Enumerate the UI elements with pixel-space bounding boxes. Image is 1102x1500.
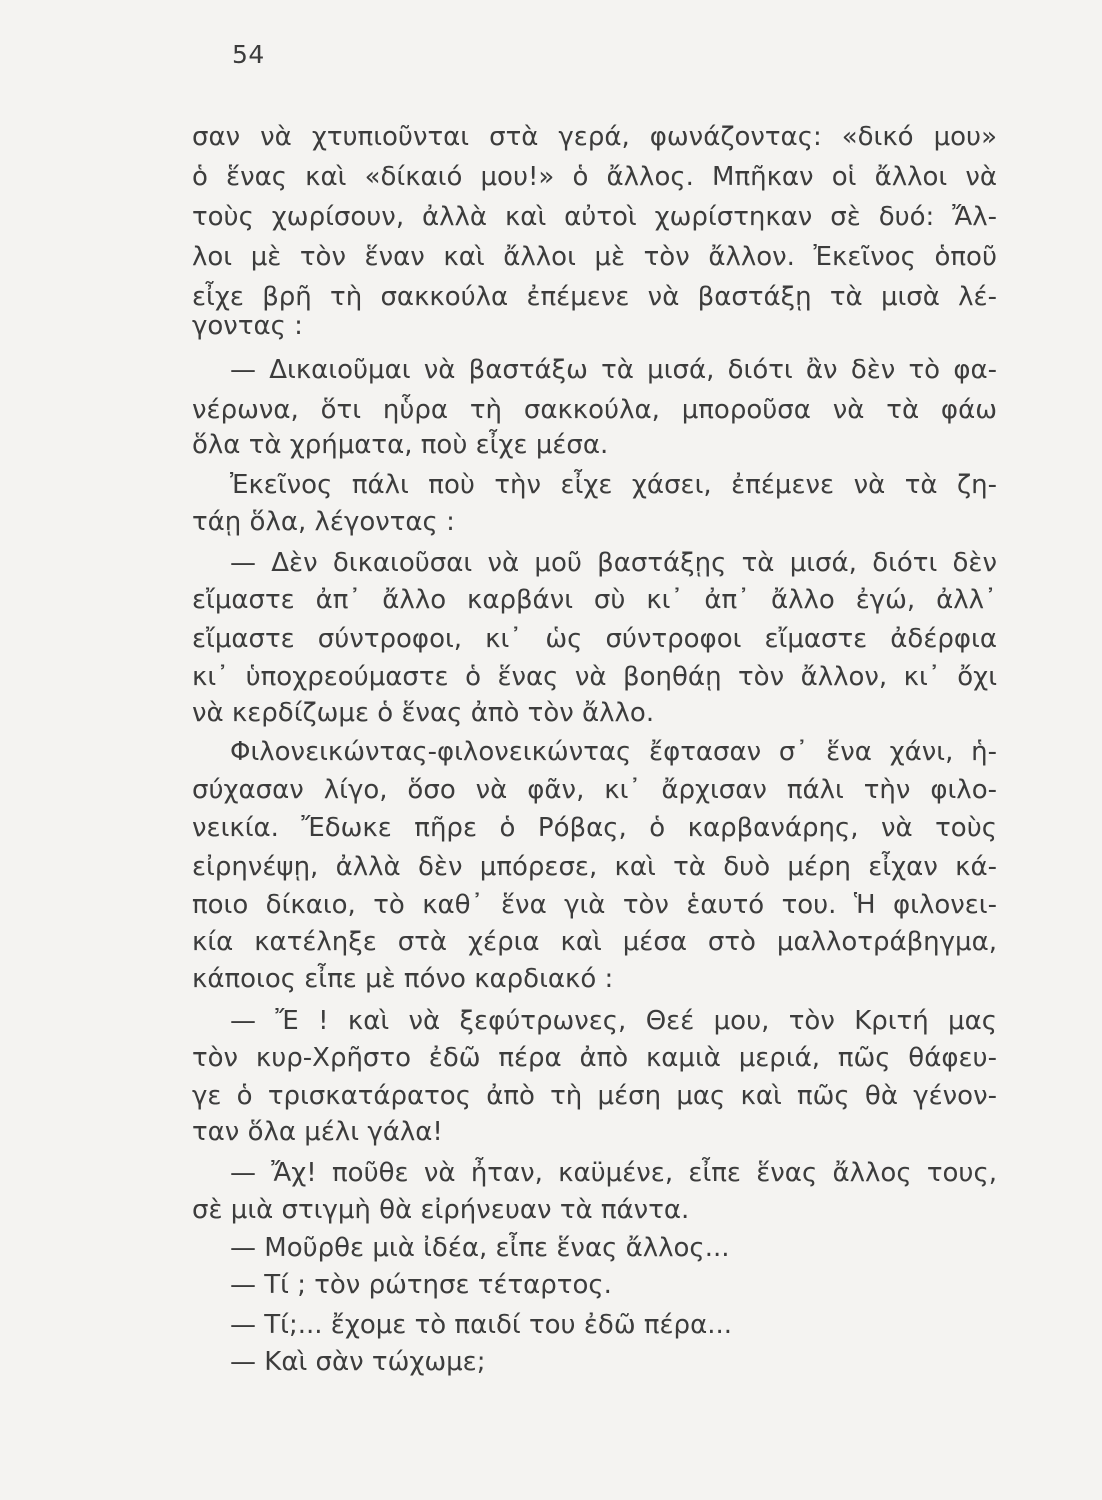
text-line: γε ὁ τρισκατάρατος ἀπὸ τὴ μέση μας καὶ πῶς θὰ γένον-	[192, 1081, 997, 1111]
text-line: νεικία. Ἔδωκε πῆρε ὁ Ρόβας, ὁ καρβανάρης, νὰ τοὺς	[192, 813, 997, 843]
text-line: σὲ μιὰ στιγμὴ θὰ εἰρήνευαν τὰ πάντα.	[192, 1195, 690, 1225]
text-line: τὸν κυρ-Χρῆστο ἐδῶ πέρα ἀπὸ καμιὰ μεριά, πῶς θάφευ-	[192, 1043, 997, 1073]
text-line: — Ἔ ! καὶ νὰ ξεφύτρωνες, Θεέ μου, τὸν Κριτή μας	[230, 1006, 997, 1036]
text-line: κάποιος εἶπε μὲ πόνο καρδιακό :	[192, 964, 614, 994]
text-line: νὰ κερδίζωμε ὁ ἕνας ἀπὸ τὸν ἄλλο.	[192, 698, 655, 728]
text-line: ποιο δίκαιο, τὸ καθ᾽ ἕνα γιὰ τὸν ἑαυτό του. Ἡ φιλονει-	[192, 890, 997, 920]
text-line: Φιλονεικώντας-φιλονεικώντας ἔφτασαν σ᾽ ἕνα χάνι, ἡ-	[230, 737, 997, 767]
text-line: εἴμαστε σύντροφοι, κι᾽ ὡς σύντροφοι εἴμαστε ἀδέρφια	[192, 624, 997, 654]
text-line: — Δικαιοῦμαι νὰ βαστάξω τὰ μισά, διότι ἂν δὲν τὸ φα-	[230, 355, 997, 385]
text-line: τάῃ ὅλα, λέγοντας :	[192, 507, 455, 537]
text-line: — Δὲν δικαιοῦσαι νὰ μοῦ βαστάξῃς τὰ μισά, διότι δὲν	[230, 548, 997, 578]
text-line: κία κατέληξε στὰ χέρια καὶ μέσα στὸ μαλλοτράβηγμα,	[192, 927, 997, 957]
text-line: ὁ ἕνας καὶ «δίκαιό μου!» ὁ ἄλλος. Μπῆκαν οἱ ἄλλοι νὰ	[192, 162, 997, 192]
text-line: τοὺς χωρίσουν, ἀλλὰ καὶ αὐτοὶ χωρίστηκαν σὲ δυό: Ἄλ-	[192, 202, 997, 232]
text-line: — Τί ; τὸν ρώτησε τέταρτος.	[230, 1270, 612, 1300]
text-line: λοι μὲ τὸν ἕναν καὶ ἄλλοι μὲ τὸν ἄλλον. Ἐκεῖνος ὁποῦ	[192, 242, 997, 272]
text-line: νέρωνα, ὅτι ηὗρα τὴ σακκούλα, μποροῦσα νὰ τὰ φάω	[192, 395, 997, 425]
text-line: κι᾽ ὑποχρεούμαστε ὁ ἕνας νὰ βοηθάῃ τὸν ἄλλον, κι᾽ ὄχι	[192, 662, 997, 692]
text-line: ταν ὅλα μέλι γάλα!	[192, 1117, 443, 1147]
text-line: εἰρηνέψῃ, ἀλλὰ δὲν μπόρεσε, καὶ τὰ δυὸ μέρη εἶχαν κά-	[192, 852, 997, 882]
text-line: εἴμαστε ἀπ᾽ ἄλλο καρβάνι σὺ κι᾽ ἀπ᾽ ἄλλο ἐγώ, ἀλλ᾽	[192, 585, 997, 615]
text-line: — Ἄχ! ποῦθε νὰ ἦταν, καϋμένε, εἶπε ἕνας ἄλλος τους,	[230, 1158, 997, 1188]
text-line: — Καὶ σὰν τώχωμε;	[230, 1347, 486, 1377]
text-line: ὅλα τὰ χρήματα, ποὺ εἶχε μέσα.	[192, 430, 609, 460]
text-line: εἶχε βρῆ τὴ σακκούλα ἐπέμενε νὰ βαστάξῃ τὰ μισὰ λέ-	[192, 282, 997, 312]
text-line: — Μοῦρθε μιὰ ἰδέα, εἶπε ἕνας ἄλλος...	[230, 1233, 730, 1263]
text-line: Ἐκεῖνος πάλι ποὺ τὴν εἶχε χάσει, ἐπέμενε νὰ τὰ ζη-	[230, 470, 997, 500]
text-line: γοντας :	[192, 311, 303, 341]
text-line: — Τί;... ἔχομε τὸ παιδί του ἐδῶ πέρα...	[230, 1310, 732, 1340]
text-line: σαν νὰ χτυπιοῦνται στὰ γερά, φωνάζοντας: «δικό μου»	[192, 122, 997, 152]
text-line: σύχασαν λίγο, ὅσο νὰ φᾶν, κι᾽ ἄρχισαν πάλι τὴν φιλο-	[192, 775, 997, 805]
page-number: 54	[232, 40, 265, 69]
